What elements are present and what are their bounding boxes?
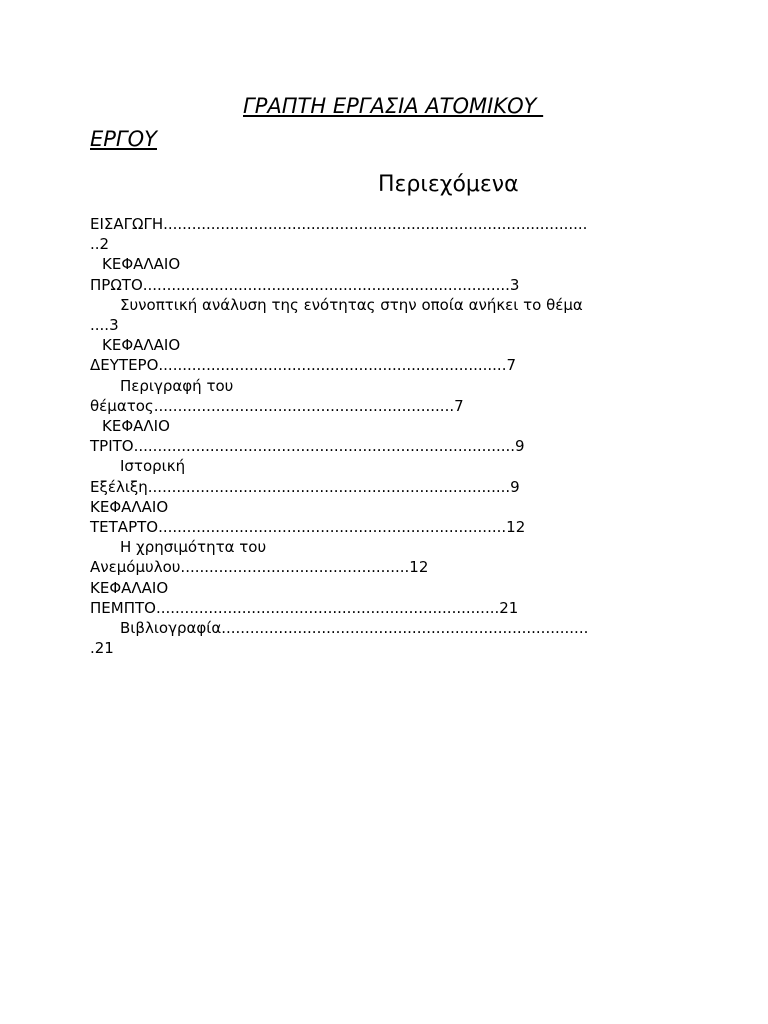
toc-chapter5-label: ΚΕΦΑΛΑΙΟ bbox=[90, 578, 169, 597]
toc-chapter4-sub-line: Ανεμόμυλου................................................12 bbox=[90, 558, 429, 577]
toc-chapter3-sub: Ιστορική bbox=[120, 457, 186, 476]
toc-chapter3-line: ΤΡΙΤΟ................................................................................9 bbox=[90, 437, 525, 456]
toc-chapter2-line: ΔΕΥΤΕΡΟ.........................................................................7 bbox=[90, 356, 517, 375]
toc-chapter3-label: ΚΕΦΑΛΙΟ bbox=[102, 417, 170, 435]
toc-chapter5-sub-page: .21 bbox=[90, 639, 114, 658]
document-title-line-1: ΓΡΑΠΤΗ ΕΡΓΑΣΙΑ ΑΤΟΜΙΚΟΥ bbox=[243, 94, 544, 118]
toc-chapter4-sub: Η χρησιμότητα του bbox=[120, 538, 267, 557]
toc-chapter5-sub: Βιβλιογραφία............................................................................. bbox=[120, 619, 589, 637]
toc-chapter1-sub: Συνοπτική ανάλυση της ενότητας στην οποία ανήκει το θέμα bbox=[120, 295, 583, 314]
toc-chapter3-sub-line: Εξέλιξη............................................................................9 bbox=[90, 477, 520, 496]
toc-intro-line: ΕΙΣΑΓΩΓΗ......................................................................................... bbox=[90, 215, 588, 233]
toc-chapter5-line: ΠΕΜΠΤΟ........................................................................21 bbox=[90, 598, 519, 617]
toc-intro-page: ..2 bbox=[90, 235, 110, 254]
contents-heading: Περιεχόμενα bbox=[378, 172, 519, 197]
toc-chapter2-sub-line: θέματος...............................................................7 bbox=[90, 396, 464, 415]
toc-chapter1-label: ΚΕΦΑΛΑΙΟ bbox=[102, 255, 181, 274]
toc-chapter2-sub: Περιγραφή του bbox=[120, 376, 234, 395]
toc-chapter4-label: ΚΕΦΑΛΑΙΟ bbox=[90, 497, 169, 516]
toc-chapter1-line: ΠΡΩΤΟ.............................................................................3 bbox=[90, 275, 520, 294]
toc-chapter4-line: ΤΕΤΑΡΤΟ.........................................................................12 bbox=[90, 518, 526, 536]
toc-chapter1-sub-page: ....3 bbox=[90, 316, 119, 334]
toc-chapter2-label: ΚΕΦΑΛΑΙΟ bbox=[102, 336, 181, 355]
document-title-line-2: ΕΡΓΟΥ bbox=[90, 127, 157, 151]
